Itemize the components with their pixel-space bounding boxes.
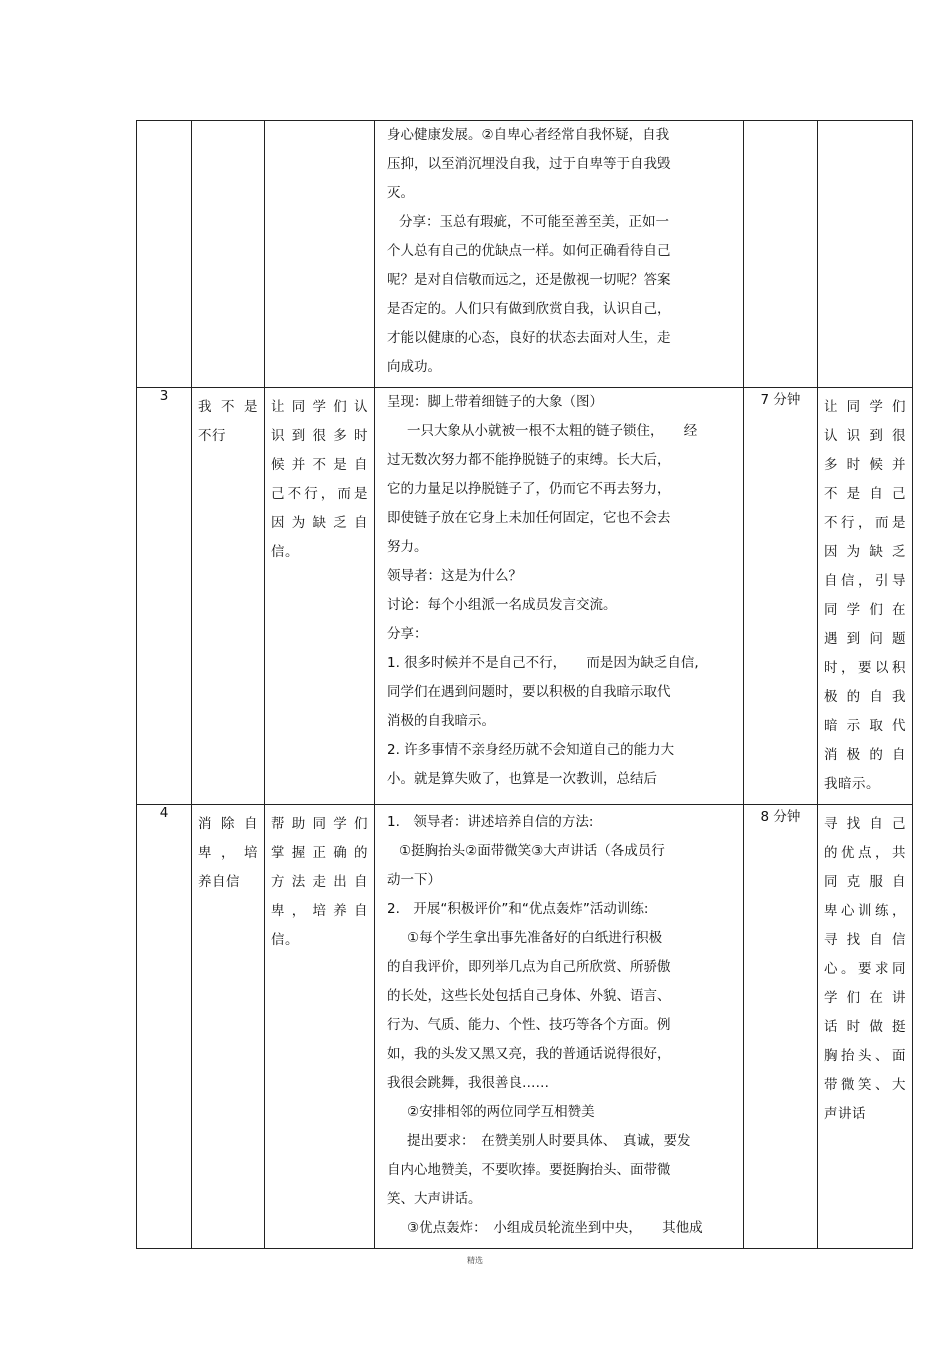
note-cell: [818, 388, 913, 805]
content-line: 消极的自我暗示。: [387, 713, 495, 729]
note-line: 不行，而是: [824, 515, 906, 531]
step-number-cell: 3: [137, 388, 192, 805]
goal-line: 候并不是自: [271, 457, 368, 473]
content-line: 2. 开展“积极评价”和“优点轰炸”活动训练:: [387, 901, 649, 917]
time-cell: 7 分钟: [744, 388, 818, 805]
content-line: 我很会跳舞，我很善良……: [387, 1075, 549, 1091]
content-line: 1. 很多时候并不是自己不行， 而是因为缺乏自信,: [387, 655, 699, 671]
step-number-cell: 4: [137, 805, 192, 1249]
goal-cell: [265, 121, 375, 388]
note-line: 胸抬头、面: [824, 1048, 906, 1064]
table-row: [137, 805, 913, 1249]
goal-line: 掌握正确的: [271, 845, 368, 861]
goal-cell: [265, 388, 375, 805]
content-line: 的长处，这些长处包括自己身体、外貌、语言、: [387, 988, 671, 1004]
note-line: 声讲话: [824, 1106, 866, 1122]
content-line: 的自我评价，即列举几点为自己所欣赏、所骄傲: [387, 959, 671, 975]
content-line: 小。就是算失败了，也算是一次教训，总结后: [387, 771, 657, 787]
goal-line: 帮助同学们: [271, 816, 368, 832]
goal-line: 因为缺乏自: [271, 515, 368, 531]
note-cell: [818, 121, 913, 388]
note-line: 多时候并: [824, 457, 906, 473]
note-line: 同克服自: [824, 874, 906, 890]
activity-title-cell: [192, 388, 265, 805]
content-line: 一只大象从小就被一根不太粗的链子锁住， 经: [407, 423, 698, 439]
note-line: 同学们在: [824, 602, 906, 618]
goal-cell: [265, 805, 375, 1249]
goal-line: 让同学们认: [271, 399, 368, 415]
goal-line: 信。: [271, 544, 299, 560]
title-line: 卑，培: [198, 845, 258, 861]
note-line: 让同学们: [824, 399, 906, 415]
title-line: 不行: [198, 428, 226, 444]
note-line: 极的自我: [824, 689, 906, 705]
content-line: ②安排相邻的两位同学互相赞美: [407, 1104, 595, 1120]
note-line: 学们在讲: [824, 990, 906, 1006]
content-line: 才能以健康的心态，良好的状态去面对人生，走: [387, 330, 671, 346]
content-line: 身心健康发展。②自卑心者经常自我怀疑，自我: [387, 127, 670, 143]
content-line: 如，我的头发又黑又亮，我的普通话说得很好，: [387, 1046, 671, 1062]
note-line: 因为缺乏: [824, 544, 906, 560]
note-line: 遇到问题: [824, 631, 906, 647]
content-line: 领导者：这是为什么？: [387, 568, 522, 584]
note-line: 心。要求同: [824, 961, 906, 977]
note-line: 寻找自己: [824, 816, 906, 832]
content-line: 讨论：每个小组派一名成员发言交流。: [387, 597, 617, 613]
content-line: 是否定的。人们只有做到欣赏自我，认识自己，: [387, 301, 671, 317]
content-line: ①每个学生拿出事先准备好的白纸进行积极: [407, 930, 663, 946]
lesson-plan-table: [136, 120, 913, 1249]
content-line: 呈现：脚上带着细链子的大象（图）: [387, 394, 603, 410]
note-line: 寻找自信: [824, 932, 906, 948]
content-line: 行为、气质、能力、个性、技巧等各个方面。例: [387, 1017, 671, 1033]
content-line: 笑、大声讲话。: [387, 1191, 482, 1207]
table-row: [137, 388, 913, 805]
content-line: 压抑，以至消沉埋没自我，过于自卑等于自我毁: [387, 156, 671, 172]
note-line: 话时做挺: [824, 1019, 906, 1035]
note-line: 的优点，共: [824, 845, 906, 861]
note-line: 卑心训练，: [824, 903, 906, 919]
content-line: 2. 许多事情不亲身经历就不会知道自己的能力大: [387, 742, 675, 758]
goal-line: 方法走出自: [271, 874, 368, 890]
content-line: 同学们在遇到问题时，要以积极的自我暗示取代: [387, 684, 671, 700]
content-line: 过无数次努力都不能挣脱链子的束缚。长大后，: [387, 452, 671, 468]
content-line: 呢？是对自信敬而远之，还是傲视一切呢？答案: [387, 272, 671, 288]
note-line: 时，要以积: [824, 660, 906, 676]
content-line: 动一下）: [387, 872, 441, 888]
content-line: 分享：: [387, 626, 428, 642]
activity-title-cell: [192, 805, 265, 1249]
content-cell: [375, 388, 744, 805]
activity-title-cell: [192, 121, 265, 388]
note-line: 我暗示。: [824, 776, 880, 792]
content-line: 自内心地赞美，不要吹捧。要挺胸抬头、面带微: [387, 1162, 671, 1178]
title-line: 养自信: [198, 874, 240, 890]
content-line: 分享：玉总有瑕疵，不可能至善至美，正如一: [399, 214, 669, 230]
note-line: 认识到很: [824, 428, 906, 444]
step-number-cell: [137, 121, 192, 388]
content-line: 灭。: [387, 185, 414, 201]
goal-line: 己不行，而是: [271, 486, 368, 502]
note-line: 不是自己: [824, 486, 906, 502]
note-line: 带微笑、大: [824, 1077, 906, 1093]
goal-line: 信。: [271, 932, 299, 948]
note-line: 暗示取代: [824, 718, 906, 734]
time-cell: 8 分钟: [744, 805, 818, 1249]
page-footer: 精选: [467, 1256, 483, 1265]
content-line: 向成功。: [387, 359, 441, 375]
note-line: 消极的自: [824, 747, 906, 763]
content-line: 个人总有自己的优缺点一样。如何正确看待自己: [387, 243, 671, 259]
goal-line: 识到很多时: [271, 428, 368, 444]
content-line: 1. 领导者：讲述培养自信的方法:: [387, 814, 594, 830]
content-cell: [375, 805, 744, 1249]
content-line: 提出要求： 在赞美别人时要具体、 真诚，要发: [407, 1133, 691, 1149]
title-line: 消除自: [198, 816, 258, 832]
content-line: 努力。: [387, 539, 428, 555]
content-line: ③优点轰炸： 小组成员轮流坐到中央， 其他成: [407, 1220, 703, 1236]
note-cell: [818, 805, 913, 1249]
time-cell: [744, 121, 818, 388]
content-line: 它的力量足以挣脱链子了，仍而它不再去努力，: [387, 481, 671, 497]
note-line: 自信，引导: [824, 573, 906, 589]
title-line: 我不是: [198, 399, 258, 415]
goal-line: 卑，培养自: [271, 903, 368, 919]
content-cell: [375, 121, 744, 388]
content-line: ①挺胸抬头②面带微笑③大声讲话（各成员行: [399, 843, 665, 859]
content-line: 即使链子放在它身上未加任何固定，它也不会去: [387, 510, 671, 526]
table-row: [137, 121, 913, 388]
